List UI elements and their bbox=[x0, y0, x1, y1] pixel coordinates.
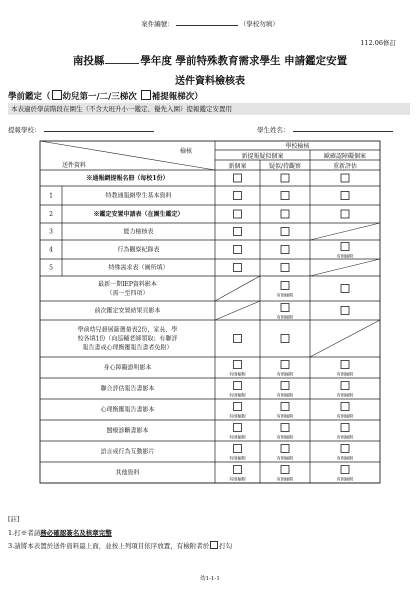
header-new-case: 新個案 bbox=[228, 163, 247, 170]
row-checkbox[interactable] bbox=[234, 192, 242, 200]
row-checkbox[interactable] bbox=[281, 174, 289, 182]
row-checkbox[interactable] bbox=[341, 192, 349, 200]
row-checkbox[interactable] bbox=[234, 210, 242, 218]
row-checkbox[interactable] bbox=[281, 403, 289, 411]
row-item-name: 語言或行為互動影片 bbox=[100, 448, 155, 456]
row-checkbox[interactable] bbox=[281, 228, 289, 236]
attach-if-any-note: 有則檢附 bbox=[229, 476, 246, 482]
school-field: 提報學校： bbox=[8, 124, 154, 134]
header-confirmed: 歐確認障礙個案 bbox=[323, 153, 367, 160]
row-item-name: 前次鑑定安置結果頁影本 bbox=[94, 307, 161, 315]
attach-if-any-note: 有則檢附 bbox=[229, 413, 246, 419]
row-checkbox[interactable] bbox=[234, 335, 242, 343]
row-number: 1 bbox=[49, 192, 53, 200]
attach-if-any-note: 有則檢附 bbox=[229, 455, 246, 461]
header-school-check: 學校檢核 bbox=[285, 143, 310, 150]
not-applicable-slash bbox=[215, 276, 260, 301]
row-item-name: 其他資料 bbox=[115, 469, 140, 477]
row-checkbox[interactable] bbox=[234, 403, 242, 411]
row-checkbox[interactable] bbox=[341, 466, 349, 474]
note-1: 1.打※者請務必確認簽名及核章完整 bbox=[8, 529, 112, 537]
attach-if-any-note: 有則檢附 bbox=[336, 455, 354, 461]
row-item-name: （需一至四項） bbox=[106, 290, 149, 298]
row-checkbox[interactable] bbox=[341, 307, 349, 315]
row-checkbox[interactable] bbox=[341, 174, 349, 182]
table-border bbox=[40, 141, 380, 483]
row-number: 2 bbox=[49, 211, 53, 219]
attach-if-any-note: 有則檢附 bbox=[336, 476, 354, 482]
not-applicable-slash bbox=[310, 259, 380, 276]
row-item-name: 報告書或心理衡鑑報告書者免附） bbox=[82, 344, 173, 352]
row-item-name: 學前幼兒發展篩選量表2份，家長、學 bbox=[77, 326, 178, 334]
student-field: 學生姓名： bbox=[257, 124, 393, 134]
row-checkbox[interactable] bbox=[341, 243, 349, 251]
row-checkbox[interactable] bbox=[234, 424, 242, 432]
page-subtitle: 送件資料檢核表 bbox=[175, 76, 245, 87]
notes-heading: [註] bbox=[8, 515, 20, 523]
attach-if-any-note: 有則檢附 bbox=[336, 434, 354, 440]
row-checkbox[interactable] bbox=[281, 382, 289, 390]
attach-if-any-note: 有則檢附 bbox=[336, 253, 354, 259]
row-item-name: 特教通報網學生基本資料 bbox=[105, 192, 172, 200]
row-number: 5 bbox=[49, 264, 53, 272]
attach-if-any-note: 有則檢附 bbox=[229, 371, 246, 377]
attach-if-any-note: 有則檢附 bbox=[276, 476, 294, 482]
row-checkbox[interactable] bbox=[281, 361, 289, 369]
row-item-name: 能力檢核表 bbox=[123, 228, 154, 236]
header-new-suspected: 新提報疑似個案 bbox=[241, 153, 284, 160]
row-checkbox[interactable] bbox=[341, 210, 349, 218]
attach-if-any-note: 有則檢附 bbox=[336, 371, 354, 377]
row-item-name: ※通報網提報名冊（每校1份） bbox=[86, 175, 169, 183]
row-checkbox[interactable] bbox=[281, 304, 289, 312]
row-checkbox[interactable] bbox=[341, 382, 349, 390]
header-re-evaluation: 重新評估 bbox=[332, 163, 358, 170]
row-checkbox[interactable] bbox=[234, 445, 242, 453]
row-checkbox[interactable] bbox=[341, 445, 349, 453]
case-number-line: 案件編號： （學校勿填） bbox=[141, 20, 279, 28]
attach-if-any-note: 有則檢附 bbox=[276, 392, 294, 398]
attach-if-any-note: 有則檢附 bbox=[276, 371, 294, 377]
header-docs: 送件資料 bbox=[62, 162, 87, 169]
row-checkbox[interactable] bbox=[281, 424, 289, 432]
row-checkbox[interactable] bbox=[341, 403, 349, 411]
row-item-name: 聯合評估報告書影本 bbox=[100, 385, 155, 393]
attach-if-any-note: 有則檢附 bbox=[276, 292, 294, 298]
page-number: 幼1-1-1 bbox=[200, 576, 220, 582]
note-checkbox-icon bbox=[210, 541, 218, 549]
attach-if-any-note: 有則檢附 bbox=[229, 434, 246, 440]
row-checkbox[interactable] bbox=[341, 361, 349, 369]
row-number: 3 bbox=[49, 228, 53, 236]
row-checkbox[interactable] bbox=[234, 174, 242, 182]
page-title: 南投縣 學年度 學前特殊教育需求學生 申請鑑定安置 bbox=[72, 55, 348, 67]
row-checkbox[interactable] bbox=[234, 382, 242, 390]
row-item-name: 行為觀察紀錄表 bbox=[117, 246, 160, 254]
row-checkbox[interactable] bbox=[341, 285, 349, 293]
attach-if-any-note: 有則檢附 bbox=[336, 392, 354, 398]
header-check: 檢核 bbox=[180, 148, 193, 155]
row-item-name: 身心障礙證明影本 bbox=[103, 364, 152, 372]
attach-if-any-note: 有則檢附 bbox=[229, 392, 246, 398]
row-checkbox[interactable] bbox=[234, 228, 242, 236]
row-checkbox[interactable] bbox=[281, 264, 289, 272]
row-checkbox[interactable] bbox=[234, 264, 242, 272]
row-checkbox[interactable] bbox=[281, 335, 289, 343]
row-checkbox[interactable] bbox=[281, 282, 289, 290]
not-applicable-slash bbox=[310, 223, 380, 240]
row-checkbox[interactable] bbox=[234, 361, 242, 369]
row-item-name: 心理衡鑑報告書影本 bbox=[100, 406, 155, 414]
row-item-name: 醫療診斷書影本 bbox=[106, 427, 149, 435]
attach-if-any-note: 有則檢附 bbox=[336, 413, 354, 419]
attach-if-any-note: 有則檢附 bbox=[276, 434, 294, 440]
not-applicable-slash bbox=[215, 301, 260, 320]
row-item-name: 特殊需求表（園所填） bbox=[108, 264, 169, 272]
attach-if-any-note: 有則檢附 bbox=[276, 455, 294, 461]
header-suspected-observe: 疑似/持觀察 bbox=[268, 163, 302, 170]
evaluation-type: 學前鑑定（ 幼兒第一/二/三梯次 補提報梯次） bbox=[8, 92, 203, 102]
row-item-name: 校各填1份（向巡輔老師領取；有聯評 bbox=[77, 335, 178, 343]
row-checkbox[interactable] bbox=[281, 246, 289, 254]
row-number: 4 bbox=[49, 246, 53, 254]
row-checkbox[interactable] bbox=[281, 466, 289, 474]
row-checkbox[interactable] bbox=[281, 210, 289, 218]
row-checkbox[interactable] bbox=[281, 192, 289, 200]
row-checkbox[interactable] bbox=[341, 424, 349, 432]
attach-if-any-note: 有則檢附 bbox=[276, 314, 294, 320]
usage-note: 本表適於學前階段在園生（不含大班升小一鑑定、優先入園）提報鑑定安置用 bbox=[11, 105, 232, 113]
row-checkbox[interactable] bbox=[234, 246, 242, 254]
row-item-name: 最新一期IEP資料影本 bbox=[98, 281, 157, 289]
attach-if-any-note: 有則檢附 bbox=[276, 413, 294, 419]
not-applicable-slash bbox=[310, 320, 380, 357]
row-checkbox[interactable] bbox=[234, 466, 242, 474]
revision-label: 112.06修訂 bbox=[360, 39, 396, 47]
row-item-name: ※鑑定安置申請表（在園生鑑定） bbox=[93, 211, 184, 219]
note-3: 3.請將本表置於送件資料最上面，並按上列項目依序放置，有檢附者於 打勾 bbox=[8, 542, 233, 550]
row-checkbox[interactable] bbox=[281, 445, 289, 453]
